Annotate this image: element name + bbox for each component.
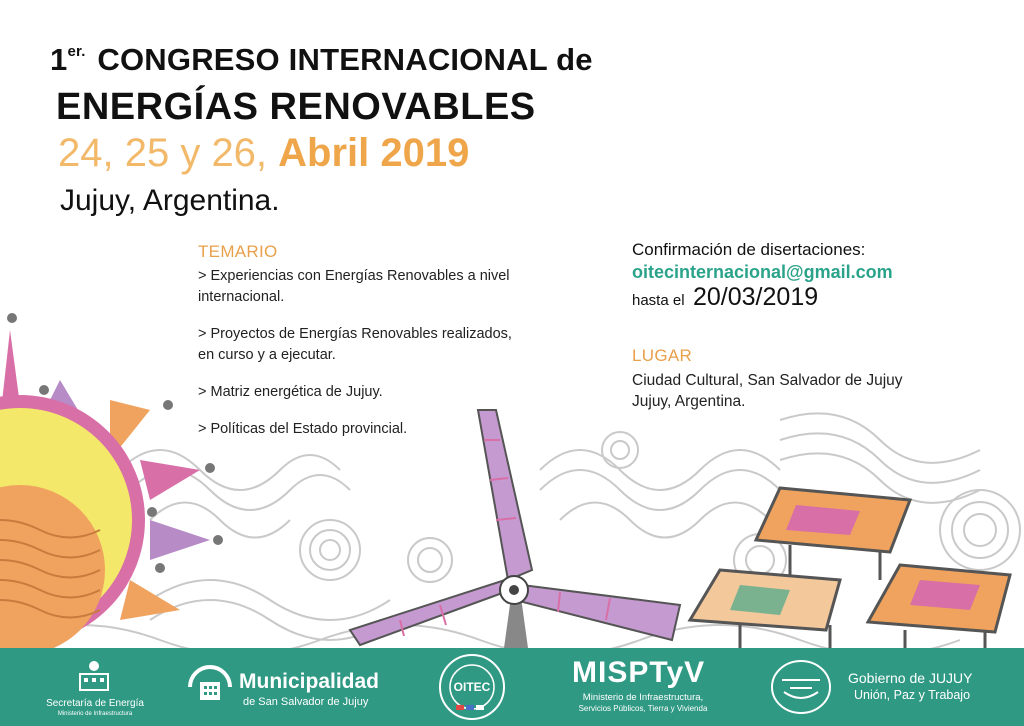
title-congress: CONGRESO INTERNACIONAL de <box>97 42 593 77</box>
temario-item: > Matriz energética de Jujuy. <box>198 384 383 400</box>
muni-title: Municipalidad <box>239 670 380 693</box>
logo-gobierno-jujuy[interactable] <box>770 648 1010 726</box>
sponsor-footer <box>0 648 1024 726</box>
gob-title: Gobierno de JUJUY <box>848 670 973 686</box>
event-month-year: Abril 2019 <box>278 131 470 175</box>
temario-section <box>198 242 528 456</box>
mispt-subtitle-1: Ministerio de Infraestructura, <box>582 692 704 703</box>
deadline-date: 20/03/2019 <box>693 283 819 311</box>
confirmation-email[interactable]: oitecinternacional@gmail.com <box>632 262 893 282</box>
muni-subtitle: de San Salvador de Jujuy <box>243 696 369 708</box>
event-days: 24, 25 y 26, <box>58 131 268 175</box>
confirmation-deadline <box>632 283 1012 312</box>
energia-title: Secretaría de Energía <box>46 698 144 709</box>
lugar-city: Jujuy, Argentina. <box>632 393 746 410</box>
mispt-title: MISPTyV <box>572 656 706 689</box>
lugar-title: LUGAR <box>632 346 693 365</box>
event-dates <box>58 131 469 176</box>
logo-municipalidad[interactable] <box>185 648 385 726</box>
lugar-section <box>632 346 1012 412</box>
mispt-subtitle-2: Servicios Públicos, Tierra y Vivienda <box>578 704 708 713</box>
ordinal-suffix: er. <box>67 43 86 60</box>
event-location: Jujuy, Argentina. <box>60 184 280 217</box>
title-line-2: ENERGÍAS RENOVABLES <box>56 86 536 128</box>
temario-item: > Proyectos de Energías Renovables realizados, en curso y a ejecutar. <box>198 326 512 363</box>
municipality-icon <box>185 662 235 712</box>
oitec-name: OITEC <box>453 680 491 694</box>
ordinal: 1 <box>50 42 68 77</box>
solar-panel-illustration <box>690 488 1010 648</box>
logo-secretaria-energia[interactable] <box>40 648 150 726</box>
logo-misptyv[interactable] <box>568 648 718 726</box>
gob-subtitle: Unión, Paz y Trabajo <box>854 688 971 702</box>
title-line-1 <box>50 42 593 78</box>
temario-item: > Políticas del Estado provincial. <box>198 421 408 437</box>
energy-building-icon <box>74 656 114 696</box>
sun-illustration <box>0 313 223 648</box>
confirmation-section <box>632 240 1012 312</box>
logo-oitec[interactable] <box>436 648 508 726</box>
confirmation-label: Confirmación de disertaciones: <box>632 240 866 259</box>
lugar-address: Ciudad Cultural, San Salvador de Jujuy <box>632 372 903 389</box>
deadline-label: hasta el <box>632 292 685 309</box>
temario-item: > Experiencias con Energías Renovables a nivel internacional. <box>198 268 510 305</box>
temario-title: TEMARIO <box>198 242 278 261</box>
energia-subtitle: Ministerio de Infraestructura <box>57 711 133 717</box>
jujuy-shield-icon <box>770 658 832 716</box>
